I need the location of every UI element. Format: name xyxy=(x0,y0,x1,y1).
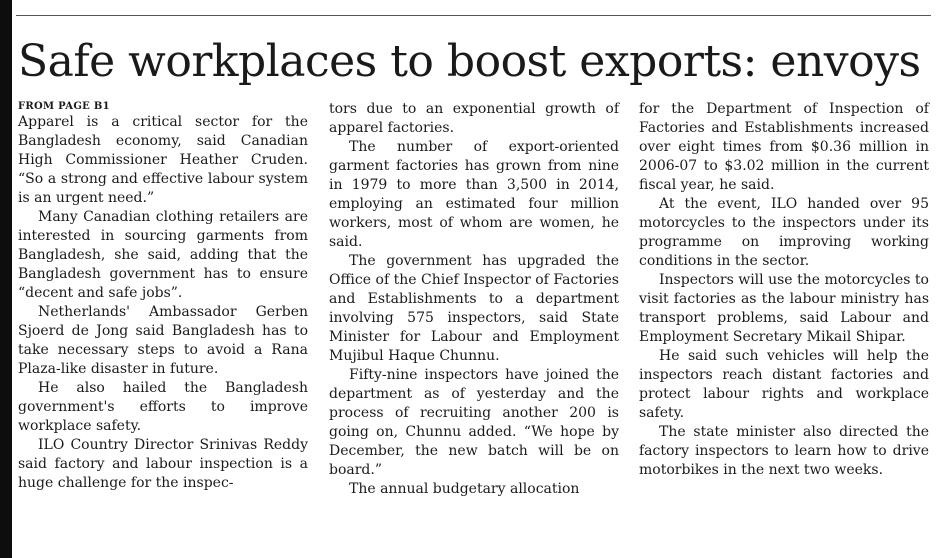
headline: Safe workplaces to boost exports: envoys xyxy=(18,36,921,87)
paragraph: The government has upgraded the Office of the Chief Inspector of Factories and Establishments to a department involving 575 inspectors, said State Minister for Labour and Employment Mujibul Haque Chunnu. xyxy=(329,253,619,364)
paragraph: Fifty-nine inspectors have joined the department as of yesterday and the process of recruiting another 200 is going on, Chunnu added. “We hope by December, the new batch will be on board.” xyxy=(329,367,619,478)
jump-label: FROM PAGE B1 xyxy=(18,101,110,112)
paragraph: The annual budgetary allocation xyxy=(349,481,580,497)
paragraph: He also hailed the Bangladesh government's efforts to improve workplace safety. xyxy=(18,380,308,434)
paragraph: He said such vehicles will help the inspectors reach distant factories and protect labour rights and workplace safety. xyxy=(639,348,929,421)
column-2 xyxy=(329,100,619,499)
column-1 xyxy=(18,100,308,493)
paragraph: The state minister also directed the factory inspectors to learn how to drive motorbikes in the next two weeks. xyxy=(639,424,929,478)
paragraph: ILO Country Director Srinivas Reddy said factory and labour inspection is a huge challenge for the inspec- xyxy=(18,437,308,491)
paragraph: At the event, ILO handed over 95 motorcycles to the inspectors under its programme on improving working conditions in the sector. xyxy=(639,196,929,269)
paragraph: Apparel is a critical sector for the Bangladesh economy, said Canadian High Commissioner Heather Cruden. “So a strong and effective labour system is an urgent need.” xyxy=(18,114,308,206)
paragraph: Many Canadian clothing retailers are interested in sourcing garments from Bangladesh, she said, adding that the Bangladesh government has to ensure “decent and safe jobs”. xyxy=(18,209,308,301)
page-edge-bar xyxy=(0,0,12,558)
paragraph: Netherlands' Ambassador Gerben Sjoerd de Jong said Bangladesh has to take necessary steps to avoid a Rana Plaza-like disaster in future. xyxy=(18,304,308,377)
top-rule xyxy=(16,15,931,16)
paragraph: Inspectors will use the motorcycles to visit factories as the labour ministry has transport problems, said Labour and Employment Secretary Mikail Shipar. xyxy=(639,272,929,345)
column-3 xyxy=(639,100,929,480)
paragraph: tors due to an exponential growth of apparel factories. xyxy=(329,101,619,136)
paragraph: for the Department of Inspection of Factories and Establishments increased over eight times from $0.36 million in 2006-07 to $3.02 million in the current fiscal year, he said. xyxy=(639,101,929,193)
paragraph: The number of export-oriented garment factories has grown from nine in 1979 to more than 3,500 in 2014, employing an estimated four million workers, most of whom are women, he said. xyxy=(329,139,619,250)
